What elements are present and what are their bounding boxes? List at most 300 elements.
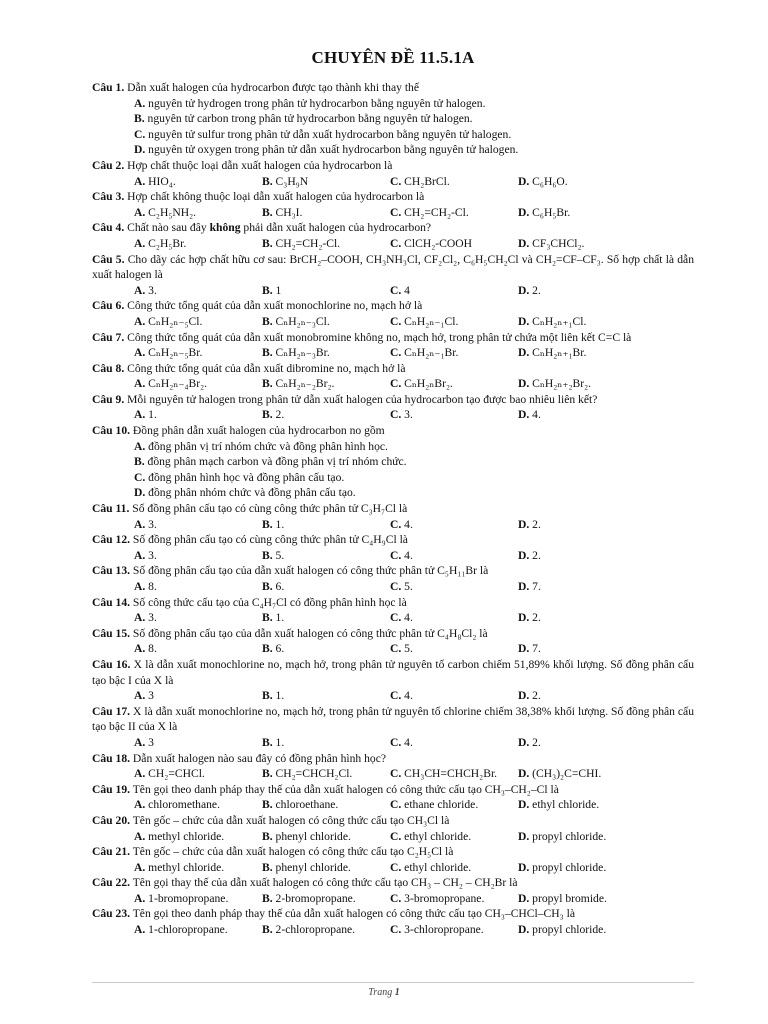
option-letter: B.	[262, 346, 273, 360]
question-stem	[92, 252, 694, 283]
answer-option: B. 6.	[262, 580, 285, 593]
answer-option: B. phenyl chloride.	[262, 860, 351, 874]
option-letter: C.	[390, 798, 402, 812]
answer-option: B. 2-bromopropane.	[262, 891, 356, 905]
option-letter: A.	[134, 689, 146, 703]
answer-options	[92, 548, 694, 564]
answer-option: A. C₂H₅Br.	[134, 236, 187, 250]
answer-option: D. CₙH₂ₙ₊₁Br.	[518, 346, 587, 360]
option-letter: C.	[390, 611, 402, 625]
answer-option: B. C₃H₉N	[262, 174, 309, 188]
answer-option: B. 1	[262, 283, 282, 297]
answer-option: D. đồng phân nhóm chức và đồng phân cấu tạo.	[134, 486, 356, 500]
option-letter: B.	[262, 798, 273, 812]
answer-option: A. CₙH₂ₙ₋₄Br₂.	[134, 377, 208, 391]
question	[92, 595, 694, 626]
option-letter: A.	[134, 377, 146, 391]
answer-option: C. đồng phân hình học và đồng phân cấu tạo.	[134, 470, 345, 484]
question	[92, 80, 694, 158]
answer-option: B. CH₂=CHCH₂Cl.	[262, 767, 353, 781]
option-letter: A.	[134, 346, 146, 360]
answer-options	[92, 283, 694, 299]
question-number: Câu 22.	[92, 876, 131, 890]
emphasis-text: không	[209, 221, 241, 235]
question-stem	[92, 298, 694, 314]
answer-option: A. 3.	[134, 611, 157, 625]
option-letter: A.	[134, 236, 146, 250]
option-letter: A.	[134, 580, 146, 593]
question-number: Câu 13.	[92, 564, 131, 578]
option-letter: D.	[518, 236, 530, 250]
option-letter: A.	[134, 611, 146, 625]
question-stem	[92, 657, 694, 688]
answer-options	[92, 345, 694, 361]
answer-option: B. CₙH₂ₙ₋₃Cl.	[262, 314, 330, 328]
option-letter: A.	[134, 735, 146, 749]
answer-option: A. 8.	[134, 580, 157, 593]
option-letter: B.	[262, 283, 273, 297]
option-letter: B.	[134, 112, 145, 126]
answer-option: C. 4.	[390, 611, 413, 625]
answer-option: C. CH₂BrCl.	[390, 174, 450, 188]
answer-option: A. 3.	[134, 283, 157, 297]
answer-option: C. 4	[390, 283, 410, 297]
answer-option: C. 5.	[390, 642, 413, 656]
question-text: Cho dãy các hợp chất hữu cơ sau: BrCH₂–COOH, CH₃NH₃Cl, CF₂Cl₂, C₆H₅CH₂Cl và CH₂=CF–CF₃. Số hợp chất là dẫn xuất halogen là	[92, 252, 694, 282]
answer-option: B. 1.	[262, 689, 285, 703]
answer-options	[92, 439, 694, 501]
question-number: Câu 1.	[92, 81, 125, 94]
answer-option: D. 2.	[518, 689, 541, 703]
option-letter: D.	[518, 283, 530, 297]
answer-options	[92, 688, 694, 704]
answer-option: D. CF₃CHCl₂.	[518, 236, 585, 250]
question-stem	[92, 532, 694, 548]
option-letter: B.	[262, 923, 273, 937]
answer-option: B. CH₂=CH₂-Cl.	[262, 236, 341, 250]
question	[92, 423, 694, 501]
footer-label: Trang	[368, 987, 393, 998]
option-letter: D.	[518, 767, 530, 781]
option-letter: D.	[518, 923, 530, 937]
answer-options	[92, 407, 694, 423]
question-text: Công thức tổng quát của dẫn xuất dibromine no, mạch hở là	[127, 361, 406, 375]
answer-option: D. 7.	[518, 642, 541, 656]
option-letter: A.	[134, 642, 146, 656]
question-stem	[92, 361, 694, 377]
question-number: Câu 4.	[92, 221, 125, 235]
question-stem	[92, 158, 694, 174]
answer-option: C. 4.	[390, 517, 413, 531]
question-number: Câu 18.	[92, 751, 131, 765]
question-stem	[92, 844, 694, 860]
option-letter: A.	[134, 860, 146, 874]
option-letter: A.	[134, 314, 146, 328]
question-text: Công thức tổng quát của dẫn xuất monochlorine no, mạch hở là	[127, 299, 423, 313]
question-text: X là dẫn xuất monochlorine no, mạch hở, trong phân tử nguyên tố carbon chiếm 51,89% khối lượng. Số đồng phân cấu tạo bậc I của X là	[92, 657, 694, 687]
option-letter: C.	[390, 408, 402, 422]
question-text: Tên gốc – chức của dẫn xuất halogen có công thức cấu tạo C₂H₅Cl là	[132, 845, 454, 859]
answer-option: B. nguyên tử carbon trong phân tử hydrocarbon bằng nguyên tử halogen.	[134, 112, 473, 126]
option-letter: C.	[390, 517, 402, 531]
answer-option: C. ethyl chloride.	[390, 829, 472, 843]
answer-option: A. nguyên tử hydrogen trong phân tử hydrocarbon bằng nguyên tử halogen.	[134, 96, 486, 110]
answer-options	[92, 829, 694, 845]
question-number: Câu 12.	[92, 533, 131, 547]
question-text: Số đồng phân cấu tạo có cùng công thức phân tử C₄H₉Cl là	[132, 533, 408, 547]
question	[92, 501, 694, 532]
option-letter: A.	[134, 439, 146, 453]
question-stem	[92, 392, 694, 408]
question	[92, 563, 694, 594]
question-stem	[92, 626, 694, 642]
option-letter: C.	[390, 346, 402, 360]
option-letter: D.	[518, 346, 530, 360]
answer-option: D. nguyên tử oxygen trong phân tử dẫn xuất hydrocarbon bằng nguyên tử halogen.	[134, 143, 519, 157]
option-letter: D.	[518, 860, 530, 874]
answer-options	[92, 766, 694, 782]
option-letter: C.	[390, 642, 402, 656]
option-letter: B.	[262, 517, 273, 531]
answer-option: B. đồng phân mạch carbon và đồng phân vị trí nhóm chức.	[134, 455, 407, 469]
answer-options	[92, 579, 694, 595]
option-letter: B.	[262, 735, 273, 749]
answer-option: A. C₂H₅NH₂.	[134, 205, 197, 219]
document-page	[92, 48, 694, 938]
answer-option: C. CₙH₂ₙBr₂.	[390, 377, 453, 391]
option-letter: C.	[390, 891, 402, 905]
option-letter: C.	[134, 470, 146, 484]
answer-options	[92, 641, 694, 657]
question-number: Câu 6.	[92, 299, 125, 313]
answer-option: C. 3-bromopropane.	[390, 891, 485, 905]
answer-option: A. methyl chloride.	[134, 860, 225, 874]
question	[92, 252, 694, 299]
question-list	[92, 80, 694, 938]
answer-option: A. CH₂=CHCl.	[134, 767, 205, 781]
question-text: X là dẫn xuất monochlorine no, mạch hở, trong phân tử nguyên tố chlorine chiếm 38,38% khối lượng. Số đồng phân cấu tạo bậc II của X là	[92, 704, 694, 734]
question-stem	[92, 751, 694, 767]
option-letter: C.	[390, 860, 402, 874]
question-number: Câu 2.	[92, 158, 125, 172]
question-stem	[92, 906, 694, 922]
answer-option: B. 2.	[262, 408, 285, 422]
option-letter: A.	[134, 798, 146, 812]
option-letter: B.	[262, 580, 273, 593]
answer-options	[92, 610, 694, 626]
answer-option: A. 3	[134, 735, 154, 749]
option-letter: D.	[518, 798, 530, 812]
answer-option: D. propyl bromide.	[518, 891, 607, 905]
page-footer	[0, 987, 768, 998]
answer-option: C. ClCH₂-COOH	[390, 236, 472, 250]
question-number: Câu 3.	[92, 190, 125, 204]
answer-option: A. 1-bromopropane.	[134, 891, 229, 905]
question-stem	[92, 563, 694, 579]
question	[92, 158, 694, 189]
option-letter: B.	[262, 829, 273, 843]
option-letter: B.	[262, 767, 273, 781]
option-letter: C.	[390, 174, 402, 188]
question-stem	[92, 501, 694, 517]
answer-option: C. CₙH₂ₙ₋₁Br.	[390, 346, 459, 360]
option-letter: B.	[262, 891, 273, 905]
answer-option: C. 3-chloropropane.	[390, 923, 484, 937]
question-text: Đồng phân dẫn xuất halogen của hydrocarbon no gồm	[132, 424, 385, 438]
answer-option: A. 3	[134, 689, 154, 703]
question-stem	[92, 595, 694, 611]
answer-options	[92, 860, 694, 876]
answer-option: D. propyl chloride.	[518, 860, 607, 874]
question-number: Câu 15.	[92, 626, 131, 640]
answer-option: B. CₙH₂ₙ₋₂Br₂.	[262, 377, 335, 391]
question-text: Dẫn xuất halogen nào sau đây có đồng phân hình học?	[132, 751, 386, 765]
option-letter: C.	[390, 283, 402, 297]
option-letter: D.	[518, 735, 530, 749]
question-number: Câu 17.	[92, 704, 131, 718]
question-number: Câu 21.	[92, 845, 131, 859]
answer-option: B. chloroethane.	[262, 798, 339, 812]
option-letter: A.	[134, 829, 146, 843]
question	[92, 782, 694, 813]
answer-option: C. ethane chloride.	[390, 798, 479, 812]
answer-options	[92, 236, 694, 252]
option-letter: D.	[518, 829, 530, 843]
answer-option: D. ethyl chloride.	[518, 798, 600, 812]
question-number: Câu 11.	[92, 502, 130, 516]
option-letter: D.	[518, 377, 530, 391]
option-letter: D.	[518, 642, 530, 656]
answer-options	[92, 314, 694, 330]
option-letter: A.	[134, 548, 146, 562]
question	[92, 657, 694, 704]
question-number: Câu 14.	[92, 595, 131, 609]
question-text: Số công thức cấu tạo của C₄H₇Cl có đồng phân hình học là	[132, 595, 407, 609]
option-letter: D.	[518, 408, 530, 422]
answer-option: B. phenyl chloride.	[262, 829, 351, 843]
answer-option: A. 3.	[134, 517, 157, 531]
option-letter: D.	[134, 486, 146, 500]
option-letter: C.	[390, 735, 402, 749]
question-text: Tên gọi thay thế của dẫn xuất halogen có công thức cấu tạo CH₃ – CH₂ – CH₂Br là	[132, 876, 518, 890]
question-stem	[92, 875, 694, 891]
answer-option: D. 2.	[518, 517, 541, 531]
option-letter: B.	[262, 860, 273, 874]
question-stem	[92, 220, 694, 236]
option-letter: B.	[262, 314, 273, 328]
question	[92, 392, 694, 423]
option-letter: B.	[262, 689, 273, 703]
option-letter: C.	[390, 314, 402, 328]
option-letter: D.	[518, 611, 530, 625]
answer-option: A. CₙH₂ₙ₋₅Cl.	[134, 314, 203, 328]
option-letter: D.	[518, 314, 530, 328]
option-letter: B.	[262, 236, 273, 250]
question	[92, 813, 694, 844]
answer-option: B. 5.	[262, 548, 285, 562]
question-number: Câu 9.	[92, 392, 125, 406]
answer-option: A. 8.	[134, 642, 157, 656]
page-title: CHUYÊN ĐỀ 11.5.1A	[311, 48, 475, 67]
question-stem	[92, 782, 694, 798]
option-letter: A.	[134, 174, 146, 188]
question-stem	[92, 80, 694, 96]
question-stem	[92, 189, 694, 205]
option-letter: A.	[134, 205, 146, 219]
answer-options	[92, 205, 694, 221]
question	[92, 751, 694, 782]
option-letter: B.	[262, 408, 273, 422]
answer-options	[92, 891, 694, 907]
answer-option: D. 2.	[518, 548, 541, 562]
answer-option: D. CₙH₂ₙ₊₁Cl.	[518, 314, 587, 328]
question	[92, 361, 694, 392]
question	[92, 330, 694, 361]
answer-options	[92, 735, 694, 751]
answer-option: A. 3.	[134, 548, 157, 562]
question-stem	[92, 704, 694, 735]
question-text: Số đồng phân cấu tạo của dẫn xuất halogen có công thức phân tử C₄H₈Cl₂ là	[132, 626, 488, 640]
answer-option: A. đồng phân vị trí nhóm chức và đồng phân hình học.	[134, 439, 388, 453]
option-letter: B.	[262, 611, 273, 625]
answer-options	[92, 96, 694, 158]
question-stem	[92, 813, 694, 829]
option-letter: C.	[390, 377, 402, 391]
option-letter: C.	[390, 689, 402, 703]
option-letter: B.	[262, 548, 273, 562]
answer-option: D. 7.	[518, 580, 541, 593]
question-number: Câu 5.	[92, 252, 125, 266]
question-text: Tên gốc – chức của dẫn xuất halogen có công thức cấu tạo CH₃Cl là	[132, 813, 450, 827]
answer-option: C. CH₂=CH₂-Cl.	[390, 205, 469, 219]
answer-option: B. CH₃I.	[262, 205, 303, 219]
question-text: Dẫn xuất halogen của hydrocarbon được tạo thành khi thay thế	[127, 81, 419, 94]
answer-option: C. 5.	[390, 580, 413, 593]
question-text: Số đồng phân cấu tạo có cùng công thức phân tử C₃H₇Cl là	[132, 502, 408, 516]
answer-option: B. 1.	[262, 517, 285, 531]
option-letter: B.	[262, 377, 273, 391]
question-number: Câu 19.	[92, 782, 131, 796]
answer-option: D. propyl chloride.	[518, 829, 607, 843]
answer-option: C. CH₃CH=CHCH₂Br.	[390, 767, 498, 781]
question-number: Câu 7.	[92, 330, 125, 344]
answer-option: B. 6.	[262, 642, 285, 656]
answer-option: D. propyl chloride.	[518, 923, 607, 937]
question	[92, 704, 694, 751]
question-number: Câu 10.	[92, 424, 131, 438]
option-letter: A.	[134, 517, 146, 531]
answer-option: A. HIO₄.	[134, 174, 176, 188]
question-number: Câu 8.	[92, 361, 125, 375]
option-letter: C.	[390, 923, 402, 937]
option-letter: D.	[518, 580, 530, 593]
question	[92, 220, 694, 251]
option-letter: A.	[134, 767, 146, 781]
option-letter: B.	[262, 205, 273, 219]
option-letter: A.	[134, 923, 146, 937]
answer-option: C. nguyên tử sulfur trong phân tử dẫn xuất hydrocarbon bằng nguyên tử halogen.	[134, 127, 512, 141]
option-letter: A.	[134, 96, 146, 110]
answer-option: D. C₆H₆O.	[518, 174, 568, 188]
footer-page-number: 1	[394, 987, 400, 998]
option-letter: C.	[390, 829, 402, 843]
option-letter: D.	[518, 205, 530, 219]
answer-options	[92, 797, 694, 813]
answer-option: D. 2.	[518, 283, 541, 297]
option-letter: D.	[518, 548, 530, 562]
answer-option: C. 4.	[390, 735, 413, 749]
option-letter: C.	[390, 205, 402, 219]
answer-option: D. 4.	[518, 408, 541, 422]
option-letter: D.	[518, 174, 530, 188]
answer-option: D. (CH₃)₂C=CHI.	[518, 767, 602, 781]
answer-option: B. CₙH₂ₙ₋₃Br.	[262, 346, 330, 360]
answer-option: C. CₙH₂ₙ₋₁Cl.	[390, 314, 459, 328]
answer-option: C. 4.	[390, 689, 413, 703]
option-letter: A.	[134, 891, 146, 905]
question-stem	[92, 330, 694, 346]
question	[92, 875, 694, 906]
answer-options	[92, 922, 694, 938]
question-number: Câu 20.	[92, 813, 131, 827]
option-letter: D.	[134, 143, 146, 157]
question	[92, 906, 694, 937]
question-text: Mỗi nguyên tử halogen trong phân tử dẫn xuất halogen của hydrocarbon tạo được bao nhiêu liên kết?	[127, 392, 598, 406]
question	[92, 189, 694, 220]
option-letter: C.	[390, 548, 402, 562]
option-letter: C.	[134, 127, 146, 141]
question-number: Câu 23.	[92, 907, 131, 921]
option-letter: B.	[134, 455, 145, 469]
answer-option: B. 1.	[262, 735, 285, 749]
answer-options	[92, 174, 694, 190]
option-letter: C.	[390, 236, 402, 250]
option-letter: B.	[262, 642, 273, 656]
question	[92, 298, 694, 329]
answer-options	[92, 376, 694, 392]
option-letter: A.	[134, 283, 146, 297]
question-number: Câu 16.	[92, 657, 131, 671]
question-text: Tên gọi theo danh pháp thay thế của dẫn xuất halogen có công thức cấu tạo CH₃–CH₂–Cl là	[132, 782, 559, 796]
question-stem	[92, 423, 694, 439]
question-text: Chất nào sau đây không phải dẫn xuất halogen của hydrocarbon?	[127, 221, 432, 235]
answer-option: A. chloromethane.	[134, 798, 220, 812]
question-text: Hợp chất không thuộc loại dẫn xuất halogen của hydrocarbon là	[127, 190, 425, 204]
answer-option: C. 3.	[390, 408, 413, 422]
option-letter: D.	[518, 689, 530, 703]
answer-option: B. 2-chloropropane.	[262, 923, 356, 937]
option-letter: B.	[262, 174, 273, 188]
question	[92, 844, 694, 875]
answer-option: D. 2.	[518, 735, 541, 749]
option-letter: C.	[390, 767, 402, 781]
question	[92, 626, 694, 657]
answer-option: D. CₙH₂ₙ₊₂Br₂.	[518, 377, 592, 391]
footer-divider	[92, 982, 694, 983]
answer-option: A. 1.	[134, 408, 157, 422]
option-letter: A.	[134, 408, 146, 422]
question-text: Tên gọi theo danh pháp thay thế của dẫn xuất halogen có công thức cấu tạo CH₃–CHCl–CH₃ là	[132, 907, 575, 921]
answer-option: A. CₙH₂ₙ₋₅Br.	[134, 346, 203, 360]
question	[92, 532, 694, 563]
option-letter: D.	[518, 517, 530, 531]
answer-option: D. C₆H₅Br.	[518, 205, 571, 219]
option-letter: C.	[390, 580, 402, 593]
answer-option: D. 2.	[518, 611, 541, 625]
question-text: Hợp chất thuộc loại dẫn xuất halogen của hydrocarbon là	[127, 158, 393, 172]
answer-option: C. ethyl chloride.	[390, 860, 472, 874]
answer-options	[92, 517, 694, 533]
